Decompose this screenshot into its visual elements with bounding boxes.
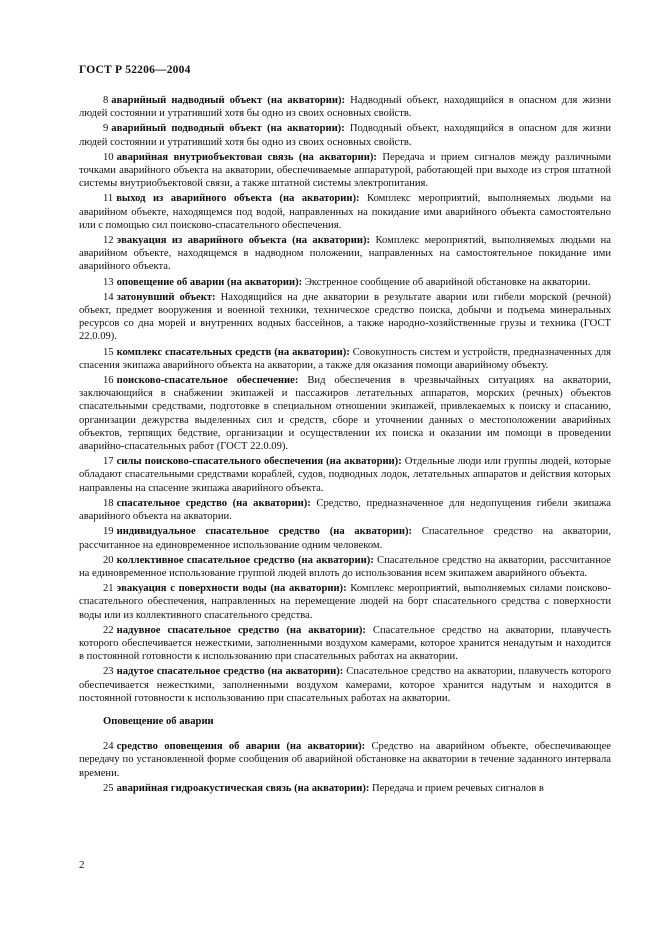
term-definition: Средство на аварийном объекте, обеспечивающее передачу по установленной форме сообщения об аварийной обстановке на акватории в течение заданного интервала времени. [79,741,611,779]
terms-list [79,94,611,705]
term-title: аварийная гидроакустическая связь (на акватории): [116,782,370,794]
term-title: комплекс спасательных средств (на акватории): [116,346,350,358]
term-number: 15 [103,346,114,358]
terms-list-continued [79,740,611,795]
term-number: 14 [103,291,114,303]
term-definition: Передача и прием сигналов между различными точками аварийного объекта на акватории, обеспечиваемые аппаратурой, работающей при выходе из строя штатной системы внутриобъектовой связи, а также штатной системы электропитания. [79,151,611,190]
term-number: 20 [103,554,114,566]
term-entry [79,291,611,344]
term-definition: Спасательное средство на акватории, плавучесть которого обеспечивается нежесткими, заполненными воздухом камерами, которое хранится надутым и находится в постоянной готовности к использованию при спасательных работах на акватории. [79,666,611,704]
term-entry [79,665,611,705]
term-number: 13 [103,276,114,288]
term-number: 22 [103,624,114,636]
term-number: 11 [103,193,114,205]
term-entry [79,455,611,495]
term-title: аварийная внутриобъектовая связь (на акватории): [116,151,377,163]
term-title: коллективное спасательное средство (на акватории): [116,554,374,566]
term-definition: Надводный объект, находящийся в опасном для жизни людей состоянии и утративший хотя бы одно из своих основных свойств. [79,95,611,120]
term-entry [79,554,611,580]
term-title: надутое спасательное средство (на акватории): [116,666,344,678]
term-title: эвакуация с поверхности воды (на акватории): [116,583,347,595]
term-entry [79,497,611,523]
term-number: 8 [103,95,109,106]
document-body [79,94,611,797]
page-number: 2 [79,859,85,871]
section-heading: Оповещение об аварии [103,715,214,727]
term-number: 24 [103,741,114,753]
term-entry [79,582,611,622]
term-number: 21 [103,583,114,595]
term-definition: Комплекс мероприятий, выполняемых людьми на аварийном объекте, находящемся в надводном положении, направленных на самостоятельное покидание ими аварийного объекта. [79,235,611,273]
term-definition: Экстренное сообщение об аварийной обстановке на акватории. [304,276,591,288]
term-definition: Находящийся на дне акватории в результате аварии или гибели морской (речной) объект, предмет вооружения и военной техники, техническое средство поиска, добычи и подъема минеральных ресурсов со дна морей и внутренних водных бассейнов, а также народно-хозяйственные грузы и техника (ГОСТ 22.0.09). [79,291,612,343]
term-number: 9 [103,123,109,135]
term-title: аварийный подводный объект (на акватории): [111,123,345,135]
term-entry [79,624,611,664]
term-title: надувное спасательное средство (на акватории): [116,624,366,636]
term-definition: Передача и прием речевых сигналов в [372,782,544,794]
term-entry [79,192,611,232]
term-number: 19 [103,526,114,538]
term-number: 25 [103,782,114,794]
term-title: индивидуальное спасательное средство (на акватории): [116,526,413,538]
document-header: ГОСТ Р 52206—2004 [79,64,191,76]
term-definition: Спасательное средство на акватории, рассчитанное на единовременное использование одним человеком. [79,526,611,551]
term-definition: Комплекс мероприятий, выполняемых людьми на аварийном объекте, находящемся под водой, направленных на покидание ими аварийного объекта самостоятельно или с помощью сил поисково-спасательного обеспечения. [79,193,611,231]
term-number: 10 [103,151,114,163]
term-number: 17 [103,456,114,468]
term-title: силы поисково-спасательного обеспечения (на акватории): [116,456,402,468]
term-entry [79,234,611,274]
term-definition: Подводный объект, находящийся в опасном для жизни людей состоянии и утративший хотя бы одно из своих основных свойств. [79,123,611,148]
term-definition: Средство, предназначенное для недопущения гибели экипажа аварийного объекта на акватории. [79,497,611,523]
term-entry [79,122,611,148]
term-title: эвакуация из аварийного объекта (на акватории): [116,235,371,247]
term-title: оповещение об аварии (на акватории): [116,276,303,288]
term-entry [79,346,611,372]
term-number: 12 [103,235,114,247]
term-title: аварийный надводный объект (на акватории): [111,95,346,106]
term-number: 16 [103,375,114,387]
term-entry [79,276,611,289]
term-entry [79,94,611,120]
term-title: спасательное средство (на акватории): [116,497,311,509]
term-title: выход из аварийного объекта (на акватории): [116,193,360,205]
term-definition: Спасательное средство на акватории, плавучесть которого обеспечивается нежесткими, заполненными воздухом камерами, которое хранится ненадутым и находится в постоянной готовности к использованию при спасательных работах на акватории. [79,624,611,663]
term-title: поисково-спасательное обеспечение: [116,375,299,387]
term-entry [79,782,611,795]
term-title: средство оповещения об аварии (на акватории): [116,741,366,753]
term-definition: Отдельные люди или группы людей, которые обладают спасательными средствами кораблей, судов, подводных лодок, летательных аппаратов и действия которых направлены на спасение экипажа аварийного объекта. [79,456,611,494]
term-entry [79,374,611,453]
term-definition: Комплекс мероприятий, выполняемых силами поисково-спасательного обеспечения, направленных на перемещение людей на борт спасательного средства с поверхности воды или из коллективного спасательного средства. [79,583,611,621]
term-definition: Вид обеспечения в чрезвычайных ситуациях на акватории, заключающийся в снабжении экипажей и пассажиров летательных аппаратов, морских (речных) объектов спасательными средствами, подготовке в специальном отношении экипажей, привлекаемых к поиску и спасанию, организации дежурства выделенных сил и средств, сборе и уточнении данных о местоположении аварийных объектов, терпящих бедствие, организации и осуществлении их поиска и оказании им помощи в проведении аварийно-спасательных работ (ГОСТ 22.0.09). [79,375,612,453]
term-title: затонувший объект: [116,291,216,303]
term-definition: Совокупность систем и устройств, предназначенных для спасения экипажа аварийного объекта на акватории, а также для оказания помощи аварийному объекту. [79,346,611,371]
term-entry [79,740,611,780]
term-definition: Спасательное средство на акватории, рассчитанное на единовременное использование группой людей вплоть до использования всем экипажем аварийного объекта. [79,554,611,579]
term-number: 18 [103,497,114,509]
term-number: 23 [103,666,114,678]
term-entry [79,525,611,551]
term-entry [79,151,611,191]
